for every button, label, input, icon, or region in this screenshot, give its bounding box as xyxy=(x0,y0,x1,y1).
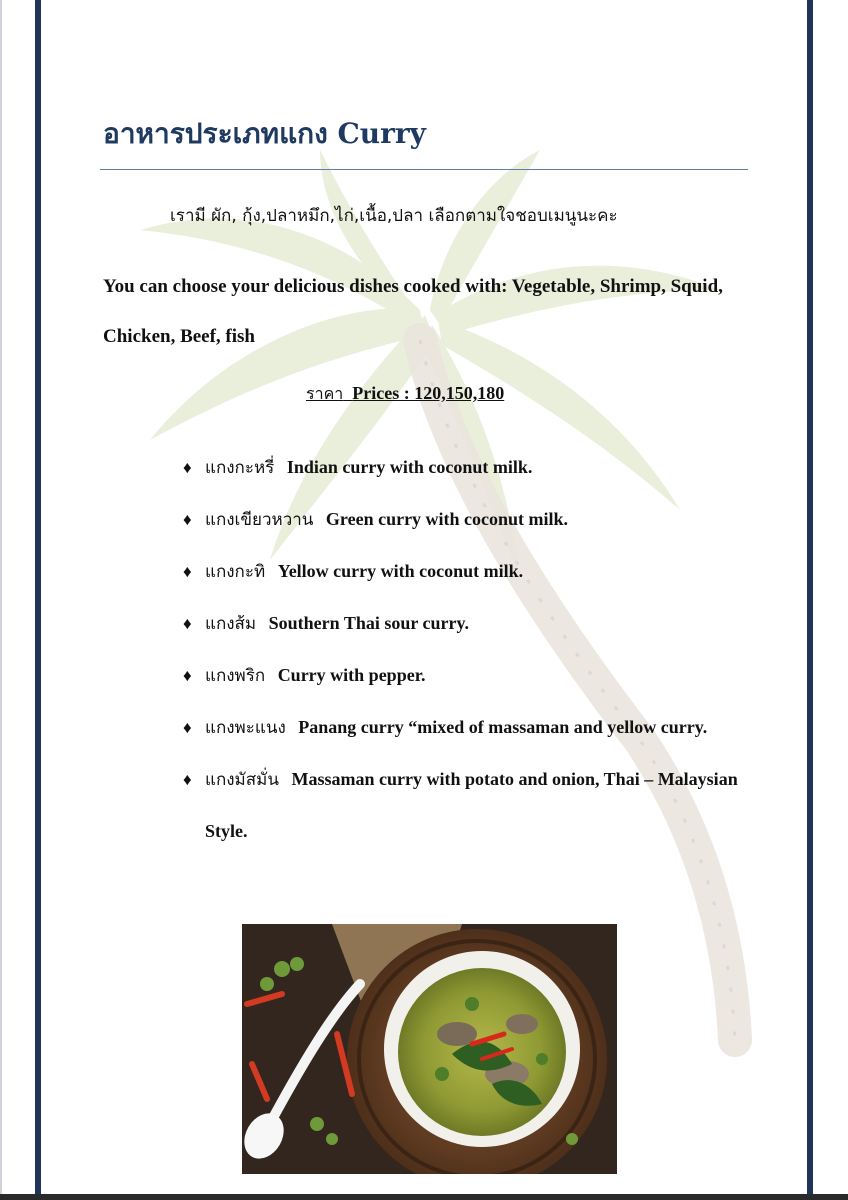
prices-line xyxy=(306,382,504,407)
prices-label: Prices : 120,150,180 xyxy=(352,383,505,403)
menu-item-thai-name: แกงพริก xyxy=(205,666,266,686)
curry-menu-list xyxy=(183,442,753,857)
diamond-bullet-icon: ♦ xyxy=(183,510,192,529)
menu-item-thai-name: แกงมัสมั่น xyxy=(205,770,279,790)
menu-item xyxy=(183,598,753,650)
menu-item-description: Green curry with coconut milk. xyxy=(325,509,569,529)
diamond-bullet-icon: ♦ xyxy=(183,666,192,685)
menu-item xyxy=(183,494,753,546)
diamond-bullet-icon: ♦ xyxy=(183,770,192,789)
menu-item-description: Panang curry “mixed of massaman and yellow curry. xyxy=(298,717,708,737)
menu-item-thai-name: แกงเขียวหวาน xyxy=(205,510,314,530)
diamond-bullet-icon: ♦ xyxy=(183,718,192,737)
green-curry-photo xyxy=(242,924,617,1174)
prices-thai-label: ราคา xyxy=(306,384,344,403)
thai-intro-text: เรามี ผัก, กุ้ง,ปลาหมึก,ไก่,เนื้อ,ปลา เลือกตามใจชอบเมนูนะคะ xyxy=(170,206,618,226)
menu-item-thai-name: แกงส้ม xyxy=(205,614,257,634)
menu-item-thai-name: แกงกะทิ xyxy=(205,562,266,582)
menu-item xyxy=(183,702,753,754)
menu-item xyxy=(183,650,753,702)
diamond-bullet-icon: ♦ xyxy=(183,562,192,581)
english-intro-text: You can choose your delicious dishes cooked with: Vegetable, Shrimp, Squid, Chicken, Beef, fish xyxy=(103,276,723,347)
diamond-bullet-icon: ♦ xyxy=(183,458,192,477)
menu-item-description: Massaman curry with potato and onion, Thai – Malaysian Style. xyxy=(205,769,738,841)
title-divider xyxy=(100,169,748,170)
page-edge-left xyxy=(0,0,2,1200)
menu-item xyxy=(183,442,753,494)
menu-item xyxy=(183,546,753,598)
menu-item-description: Curry with pepper. xyxy=(277,665,426,685)
menu-item-description: Southern Thai sour curry. xyxy=(268,613,470,633)
menu-item-description: Indian curry with coconut milk. xyxy=(286,457,533,477)
diamond-bullet-icon: ♦ xyxy=(183,614,192,633)
menu-item-thai-name: แกงกะหรี่ xyxy=(205,458,275,478)
frame-border-left xyxy=(35,0,41,1195)
bottom-edge xyxy=(0,1194,848,1200)
page-title: อาหารประเภทแกง Curry xyxy=(103,117,426,150)
menu-item-description: Yellow curry with coconut milk. xyxy=(277,561,524,581)
frame-border-right xyxy=(807,0,813,1195)
menu-item-thai-name: แกงพะแนง xyxy=(205,718,286,738)
menu-item xyxy=(183,754,753,857)
